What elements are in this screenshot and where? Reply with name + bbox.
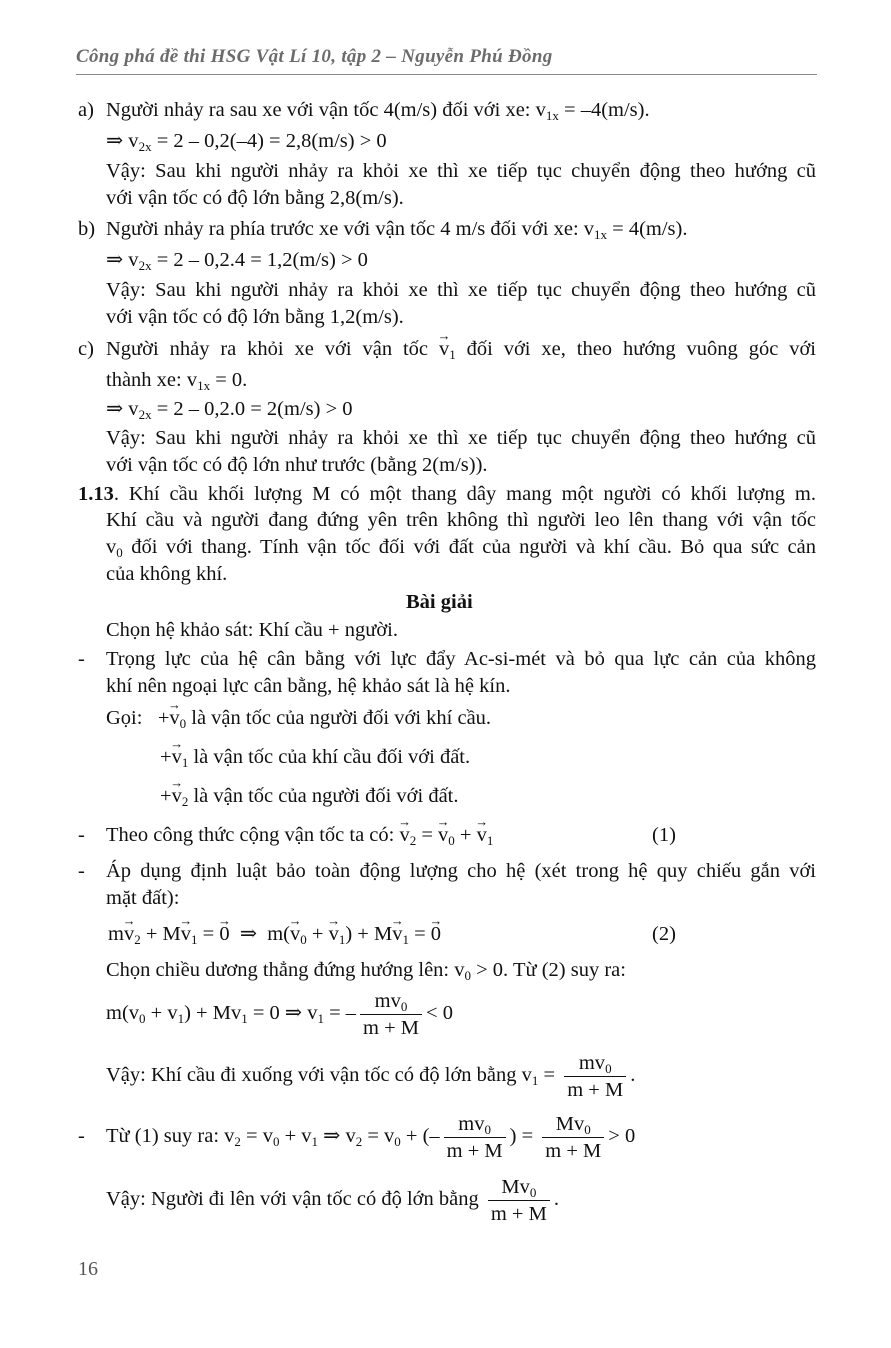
equation-1-number: (1) <box>652 824 676 846</box>
closed-system-line-2: khí nên ngoại lực cân bằng, hệ khảo sát là hệ kín. <box>106 675 511 697</box>
solution-heading: Bài giải <box>406 591 473 613</box>
fraction-person: $\frac{Mv_0}{m + M}$ <box>488 1176 550 1225</box>
part-b-label: b) <box>78 218 96 240</box>
problem-1-13-line-1: 1.13. Khí cầu khối lượng M có một thang dây mang một người có khối lượng m. <box>78 483 816 505</box>
definition-v2: +→ $v_2$ là vận tốc của người đối với đất. <box>160 784 459 808</box>
momentum-line-1: Áp dụng định luật bảo toàn động lượng cho hệ (xét trong hệ quy chiếu gắn với <box>106 860 816 882</box>
bullet-dash-3: - <box>78 860 85 882</box>
part-b-conclusion-2: với vận tốc có độ lớn bằng 1,2(m/s). <box>106 306 404 328</box>
system-choice: Chọn hệ khảo sát: Khí cầu + người. <box>106 619 398 641</box>
part-c-calc: ⇒ $v_{2x} = 2 - 0,2.0 = 2(m/s) > 0$ <box>106 398 353 422</box>
velocity-addition: Theo công thức cộng vận tốc ta có: → $v_2$ = → $v_0$ + → $v_1$ <box>106 823 493 847</box>
direction-choice: Chọn chiều dương thẳng đứng hướng lên: $v_0 > 0$. Từ (2) suy ra: <box>106 959 626 983</box>
fraction-v1: $\frac{mv_0}{m + M}$ <box>360 990 422 1039</box>
definition-v0: Gọi: +→ $v_0$ là vận tốc của người đối với khí cầu. <box>106 706 491 730</box>
scalar-equation: $m(v_0 + v_1) + Mv_1 = 0$ ⇒ $v_1$ = – $\frac{mv_0}{m + M}$ < 0 <box>106 990 453 1039</box>
momentum-line-2: mặt đất): <box>106 887 180 909</box>
part-a-calc: ⇒ $v_{2x} = 2 - 0,2(-4) = 2,8(m/s) > 0$ <box>106 130 387 154</box>
equation-2-number: (2) <box>652 923 676 945</box>
part-c-intro-1: Người nhảy ra khỏi xe với vận tốc → $v_1$ đối với xe, theo hướng vuông góc với <box>106 337 816 361</box>
part-c-label: c) <box>78 338 94 360</box>
person-velocity-derivation: Từ (1) suy ra: $v_2 = v_0 + v_1$ ⇒ $v_2 = v_0$ + (– $\frac{mv_0}{m + M}$ ) = $\frac{Mv_0}{m + M}$ > 0 <box>106 1113 636 1162</box>
problem-line-4: của không khí. <box>106 563 228 585</box>
bullet-dash-4: - <box>78 1125 85 1147</box>
part-a-intro: Người nhảy ra sau xe với vận tốc 4(m/s) đối với xe: $v_{1x} = -4(m/s)$. <box>106 99 650 123</box>
page-header-title: Công phá đề thi HSG Vật Lí 10, tập 2 – Nguyễn Phú Đồng <box>76 46 553 67</box>
fraction-balloon: $\frac{mv_0}{m + M}$ <box>564 1052 626 1101</box>
problem-line-3: $v_0$ đối với thang. Tính vận tốc đối với đất của người và khí cầu. Bỏ qua sức cản <box>106 536 816 560</box>
closed-system-line-1: Trọng lực của hệ cân bằng với lực đẩy Ac-si-mét và bỏ qua lực cản của không <box>106 648 816 670</box>
part-c-intro-2: thành xe: $v_{1x} = 0$. <box>106 369 248 393</box>
header-divider <box>76 74 817 75</box>
bullet-dash-2: - <box>78 824 85 846</box>
fraction-Mv0: $\frac{Mv_0}{m + M}$ <box>542 1113 604 1162</box>
part-c-conclusion-1: Vậy: Sau khi người nhảy ra khỏi xe thì xe tiếp tục chuyển động theo hướng cũ <box>106 427 816 449</box>
part-a-conclusion-1: Vậy: Sau khi người nhảy ra khỏi xe thì xe tiếp tục chuyển động theo hướng cũ <box>106 160 816 182</box>
fraction-mv0: $\frac{mv_0}{m + M}$ <box>444 1113 506 1162</box>
problem-line-2: Khí cầu và người đang đứng yên trên không thì người leo lên thang với vận tốc <box>106 509 816 531</box>
page-number: 16 <box>78 1258 98 1280</box>
definition-v1: +→ $v_1$ là vận tốc của khí cầu đối với đất. <box>160 745 470 769</box>
momentum-equation: $m\to v_2 + M\to v_1$ = → 0 ⇒ $m(\to v_0$ + → $v_1) + M\to v_1$ = → 0 <box>108 922 441 946</box>
person-conclusion: Vậy: Người đi lên với vận tốc có độ lớn bằng $\frac{Mv_0}{m + M}$ . <box>106 1176 559 1225</box>
bullet-dash-1: - <box>78 648 85 670</box>
part-a-label: a) <box>78 99 94 121</box>
part-a-conclusion-2: với vận tốc có độ lớn bằng 2,8(m/s). <box>106 187 404 209</box>
balloon-conclusion: Vậy: Khí cầu đi xuống với vận tốc có độ lớn bằng $v_1$ = $\frac{mv_0}{m + M}$ . <box>106 1052 636 1101</box>
part-c-conclusion-2: với vận tốc có độ lớn như trước (bằng 2(m/s)). <box>106 454 488 476</box>
part-b-conclusion-1: Vậy: Sau khi người nhảy ra khỏi xe thì xe tiếp tục chuyển động theo hướng cũ <box>106 279 816 301</box>
part-b-intro: Người nhảy ra phía trước xe với vận tốc 4 m/s đối với xe: $v_{1x} = 4(m/s)$. <box>106 218 688 242</box>
part-b-calc: ⇒ $v_{2x} = 2 - 0,2.4 = 1,2(m/s) > 0$ <box>106 249 368 273</box>
